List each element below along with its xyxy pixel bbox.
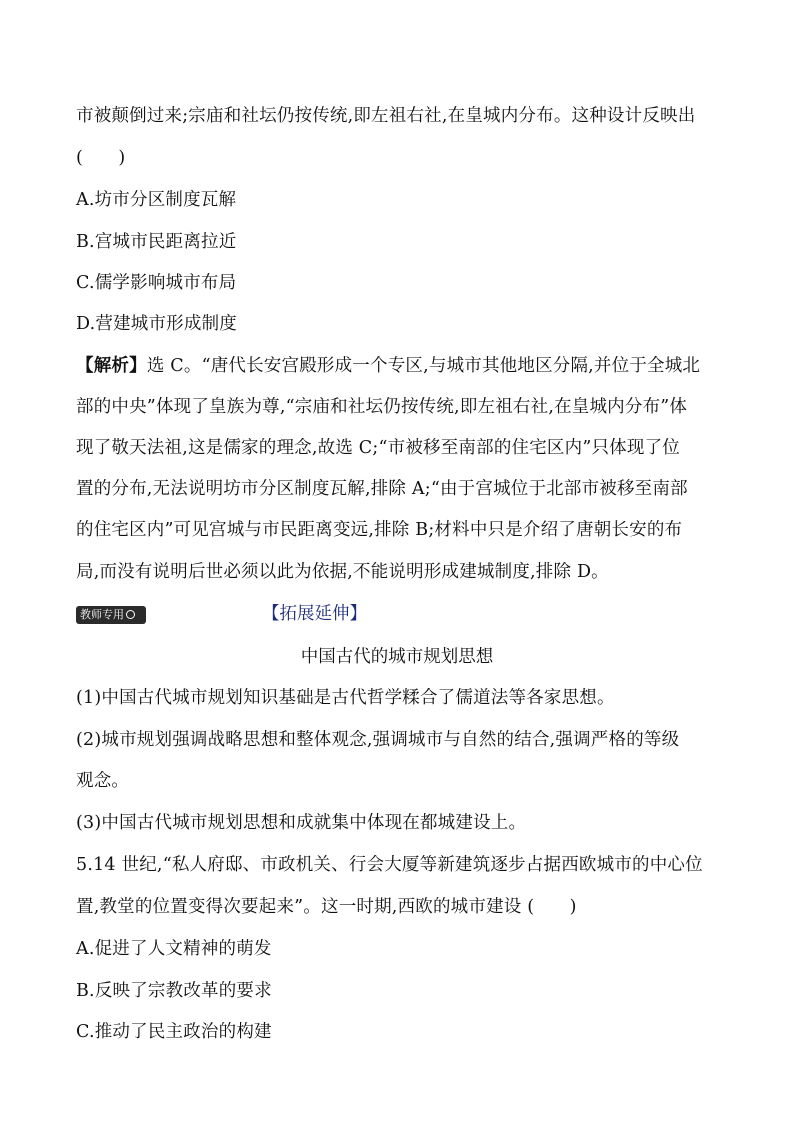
analysis-line4: 置的分布,无法说明坊市分区制度瓦解,排除 A;“由于宫城位于北部市被移至南部 — [76, 479, 688, 499]
extension-item-2: (2)城市规划强调战略思想和整体观念,强调城市与自然的结合,强调严格的等级 — [76, 730, 680, 750]
extension-item-1: (1)中国古代城市规划知识基础是古代哲学糅合了儒道法等各家思想。 — [76, 688, 615, 708]
question4-option-c: C.儒学影响城市布局 — [76, 273, 237, 293]
circle-arrow-icon — [126, 610, 135, 619]
question5-option-b: B.反映了宗教改革的要求 — [76, 981, 272, 1001]
teacher-only-badge — [76, 606, 146, 624]
question5-option-a: A.促进了人文精神的萌发 — [76, 939, 272, 959]
teacher-only-badge-label: 教师专用 — [80, 608, 124, 621]
analysis-text-1: 选 C。“唐代长安宫殿形成一个专区,与城市其他地区分隔,并位于全城北 — [146, 356, 701, 376]
question5-stem-line1: 5.14 世纪,“私人府邸、市政机关、行会大厦等新建筑逐步占据西欧城市的中心位 — [76, 855, 703, 875]
question5-option-c: C.推动了民主政治的构建 — [76, 1022, 272, 1042]
extension-title: 【拓展延伸】 — [262, 604, 367, 624]
analysis-line2: 部的中央”体现了皇族为尊,“宗庙和社坛仍按传统,即左祖右社,在皇城内分布”体 — [76, 397, 688, 417]
question4-stem-line1: 市被颠倒过来;宗庙和社坛仍按传统,即左祖右社,在皇城内分布。这种设计反映出 — [76, 106, 696, 126]
analysis-line5: 的住宅区内”可见宫城与市民距离变远,排除 B;材料中只是介绍了唐朝长安的布 — [76, 520, 683, 540]
question4-answer-blank: ( ) — [76, 148, 126, 168]
analysis-line3: 现了敬天法祖,这是儒家的理念,故选 C;“市被移至南部的住宅区内”只体现了位 — [76, 438, 680, 458]
question4-option-a: A.坊市分区制度瓦解 — [76, 190, 237, 210]
question5-stem-line2: 置,教堂的位置变得次要起来”。这一时期,西欧的城市建设 ( ) — [76, 897, 577, 917]
extension-item-2-cont: 观念。 — [76, 771, 130, 791]
question4-option-d: D.营建城市形成制度 — [76, 314, 237, 334]
extension-subtitle: 中国古代的城市规划思想 — [300, 647, 494, 667]
question4-option-b: B.宫城市民距离拉近 — [76, 232, 237, 252]
analysis-line6: 局,而没有说明后世必须以此为依据,不能说明形成建城制度,排除 D。 — [76, 562, 609, 582]
extension-item-3: (3)中国古代城市规划思想和成就集中体现在都城建设上。 — [76, 813, 527, 833]
analysis-line1 — [76, 354, 700, 378]
analysis-label: 【解析】 — [76, 356, 147, 376]
